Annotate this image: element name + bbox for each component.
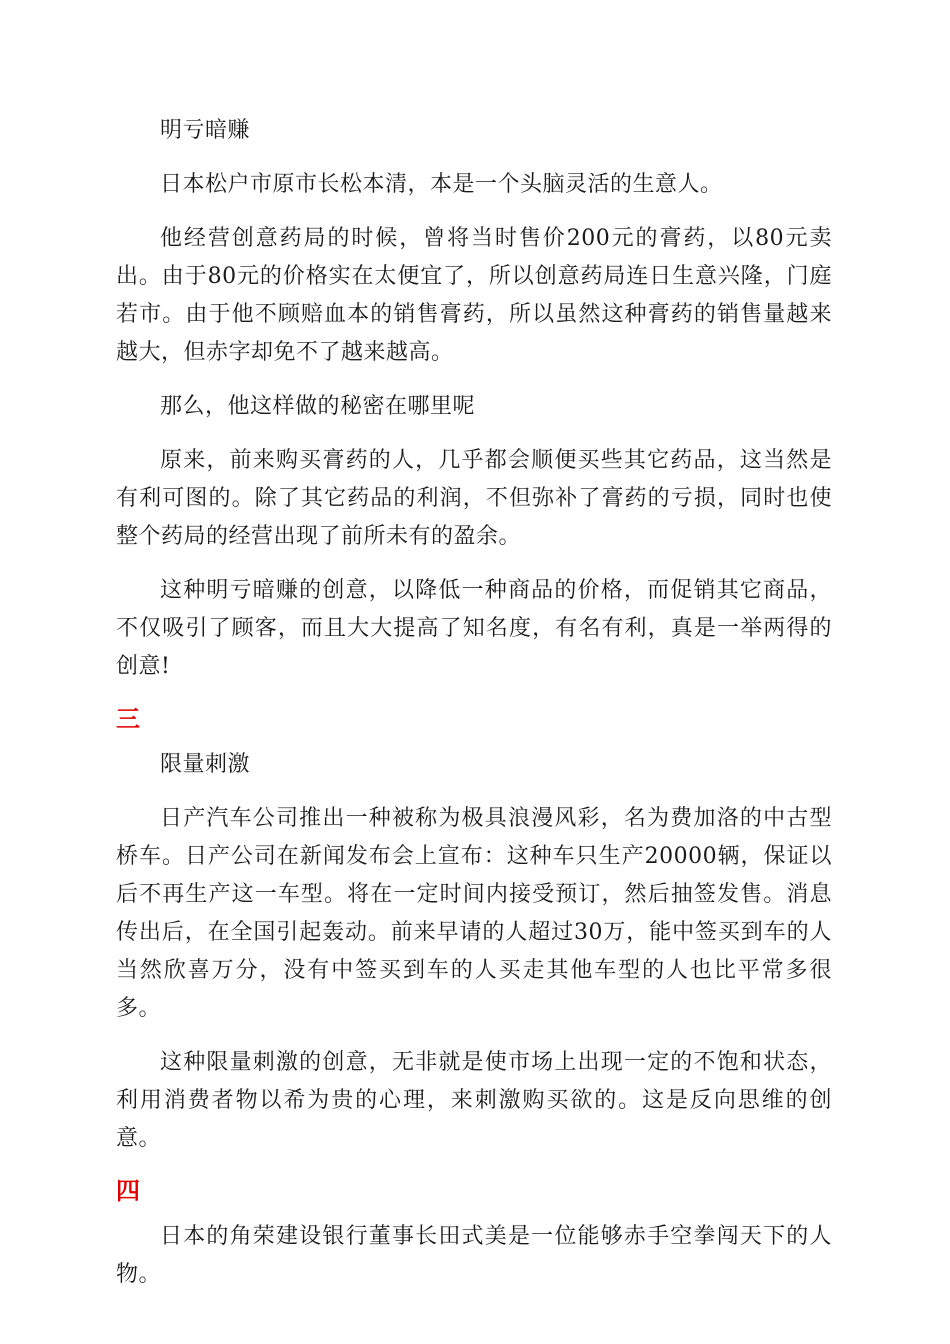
paragraph: 日产汽车公司推出一种被称为极具浪漫风彩，名为费加洛的中古型桥车。日产公司在新闻发布会上宣布：这种车只生产20000辆，保证以后不再生产这一车型。将在一定时间内接受预订，然后抽签发售。消息传出后，在全国引起轰动。前来早请的人超过30万，能中签买到车的人当然欣喜万分，没有中签买到车的人买走其他车型的人也比平常多很多。 [116,806,832,1021]
paragraph: 日本的角荣建设银行董事长田式美是一位能够赤手空拳闯天下的人物。 [116,1224,832,1287]
paragraph: 日本松户市原市长松本清，本是一个头脑灵活的生意人。 [160,172,723,197]
section-title-minkui: 明亏暗赚 [160,118,251,143]
section-heading-three: 三 [116,704,140,733]
paragraph: 那么，他这样做的秘密在哪里呢 [160,394,476,419]
section-title-xianliang: 限量刺激 [160,752,251,777]
section-heading-four: 四 [116,1176,140,1205]
paragraph: 他经营创意药局的时候，曾将当时售价200元的膏药，以80元卖出。由于80元的价格实在太便宜了，所以创意药局连日生意兴隆，门庭若市。由于他不顾赔血本的销售膏药，所以虽然这种膏药的销售量越来越大，但赤字却免不了越来越高。 [116,226,832,365]
document-page [116,112,832,1310]
paragraph: 这种明亏暗赚的创意，以降低一种商品的价格，而促销其它商品，不仅吸引了顾客，而且大大提高了知名度，有名有利，真是一举两得的创意! [116,578,832,679]
paragraph: 这种限量刺激的创意，无非就是使市场上出现一定的不饱和状态，利用消费者物以希为贵的心理，来刺激购买欲的。这是反向思维的创意。 [116,1050,832,1151]
paragraph: 原来，前来购买膏药的人，几乎都会顺便买些其它药品，这当然是有利可图的。除了其它药品的利润，不但弥补了膏药的亏损，同时也使整个药局的经营出现了前所未有的盈余。 [116,448,832,549]
